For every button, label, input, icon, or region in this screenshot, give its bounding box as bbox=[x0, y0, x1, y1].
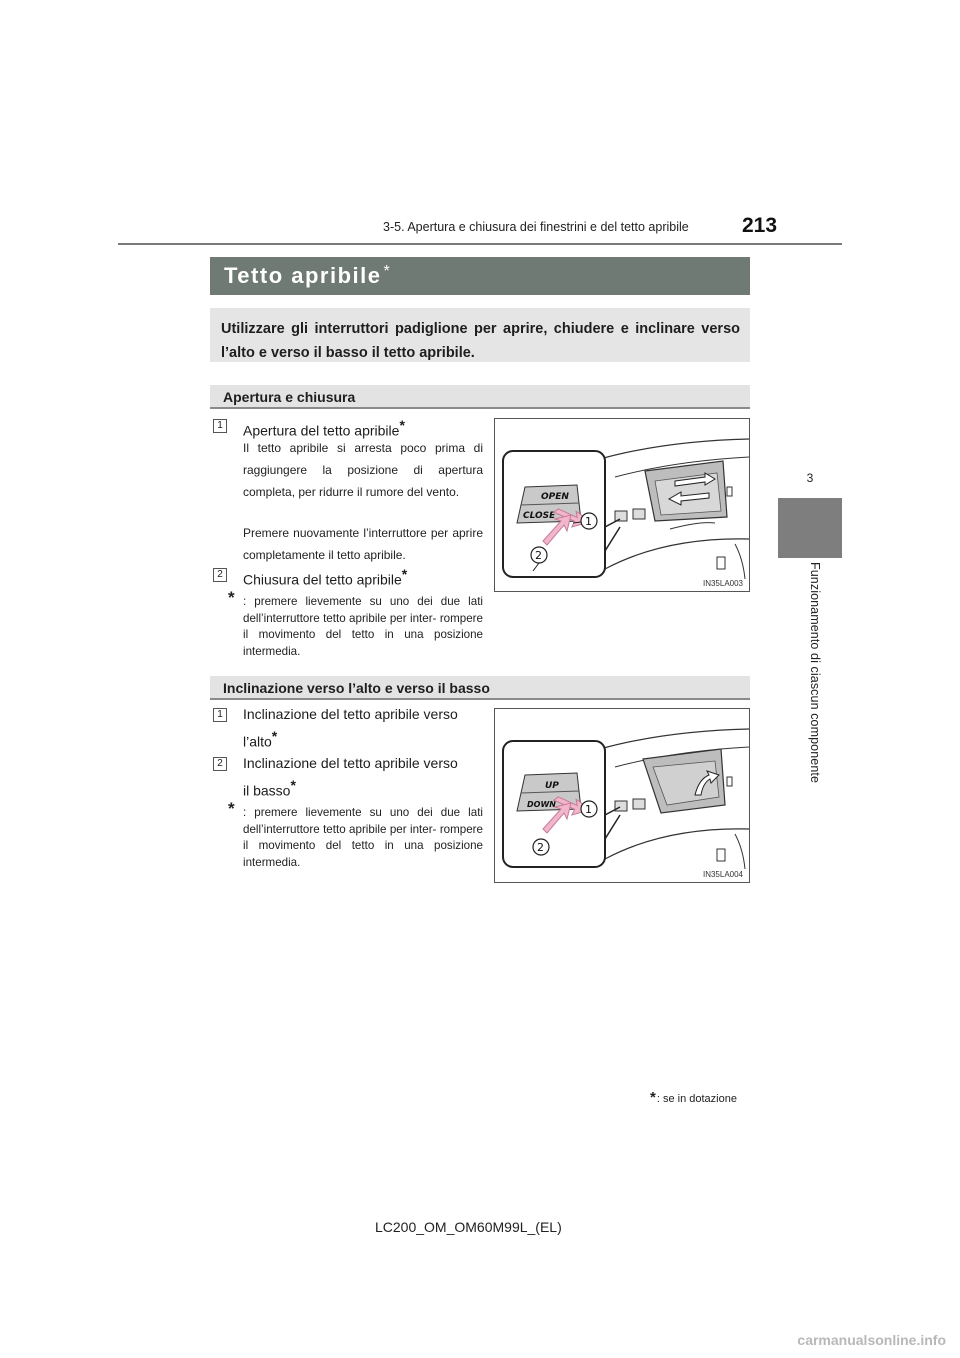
item-star: * bbox=[290, 777, 296, 793]
item-number-badge: 2 bbox=[213, 757, 227, 771]
callout-2: 2 bbox=[535, 549, 542, 562]
item-label: Chiusura del tetto apribile bbox=[243, 571, 402, 588]
item-star: * bbox=[399, 417, 405, 433]
callout-2: 2 bbox=[537, 841, 544, 854]
callout-1: 1 bbox=[585, 803, 592, 816]
switch-close-label: CLOSE bbox=[523, 511, 556, 521]
item-label-cont: l’alto bbox=[243, 733, 272, 750]
footnote-section2 bbox=[228, 799, 483, 871]
figure-up-down-drawing bbox=[495, 709, 749, 882]
paragraph-stop-info: Il tetto apribile si arresta poco prima di raggiungere la posizione di apertura completa, per ridurre il rumore del vento. bbox=[243, 441, 483, 499]
watermark: carmanualsonline.info bbox=[797, 1332, 946, 1348]
figure-open-close bbox=[494, 418, 750, 592]
callout-1: 1 bbox=[585, 515, 592, 528]
item-label: Inclinazione del tetto apribile verso bbox=[243, 755, 458, 771]
page-number: 213 bbox=[742, 214, 778, 237]
header-rule bbox=[118, 243, 842, 245]
item-label-cont: il basso bbox=[243, 782, 291, 799]
figure-code: IN35LA004 bbox=[702, 870, 743, 879]
intro-box: Utilizzare gli interruttori padiglione per aprire, chiudere e inclinare verso l’alto e verso il basso il tetto apribile. bbox=[210, 308, 750, 362]
section-heading-inclinazione: Inclinazione verso l’alto e verso il basso bbox=[210, 676, 750, 700]
switch-down-label: DOWN bbox=[527, 800, 556, 809]
note-text: : se in dotazione bbox=[656, 1093, 737, 1105]
item-tilt-up bbox=[243, 703, 483, 753]
footnote-star: * bbox=[228, 588, 235, 607]
figure-code: IN35LA003 bbox=[702, 579, 743, 588]
figure-up-down bbox=[494, 708, 750, 883]
note-star: * bbox=[650, 1089, 656, 1106]
item-tilt-down bbox=[243, 752, 483, 802]
item-number-badge: 1 bbox=[213, 708, 227, 722]
title-text: Tetto apribile bbox=[224, 263, 382, 288]
footnote-text: : premere lievemente su uno dei due lati dell’interruttore tetto apribile per inter- rompere il movimento del tetto in una posizione intermedia. bbox=[243, 595, 483, 658]
footnote-section1 bbox=[228, 588, 483, 660]
chapter-tab bbox=[778, 498, 842, 558]
page-title bbox=[210, 257, 750, 295]
item-number-badge: 2 bbox=[213, 568, 227, 582]
item-star: * bbox=[401, 566, 408, 582]
switch-up-label: UP bbox=[545, 781, 559, 791]
availability-note bbox=[650, 1089, 737, 1106]
title-asterisk: * bbox=[383, 263, 392, 280]
item-label: Inclinazione del tetto apribile verso bbox=[243, 706, 458, 722]
paragraph-press-again: Premere nuovamente l’interruttore per aprire completamente il tetto apribile. bbox=[243, 526, 483, 562]
section-heading-apertura: Apertura e chiusura bbox=[210, 385, 750, 409]
figure-open-close-drawing bbox=[495, 419, 749, 591]
switch-open-label: OPEN bbox=[541, 492, 569, 502]
item-star: * bbox=[271, 728, 278, 744]
footnote-text: : premere lievemente su uno dei due lati dell’interruttore tetto apribile per inter- rompere il movimento del tetto in una posizione intermedia. bbox=[243, 806, 483, 869]
chapter-number: 3 bbox=[806, 471, 814, 485]
item-chiusura bbox=[243, 563, 407, 591]
chapter-label: Funzionamento di ciascun componente bbox=[808, 562, 822, 783]
footnote-star: * bbox=[228, 799, 235, 818]
item-number-badge: 1 bbox=[213, 419, 227, 433]
running-header: 3-5. Apertura e chiusura dei finestrini e del tetto apribile bbox=[383, 220, 689, 234]
item-label: Apertura del tetto apribile bbox=[243, 422, 400, 439]
footer-code: LC200_OM_OM60M99L_(EL) bbox=[375, 1219, 562, 1235]
